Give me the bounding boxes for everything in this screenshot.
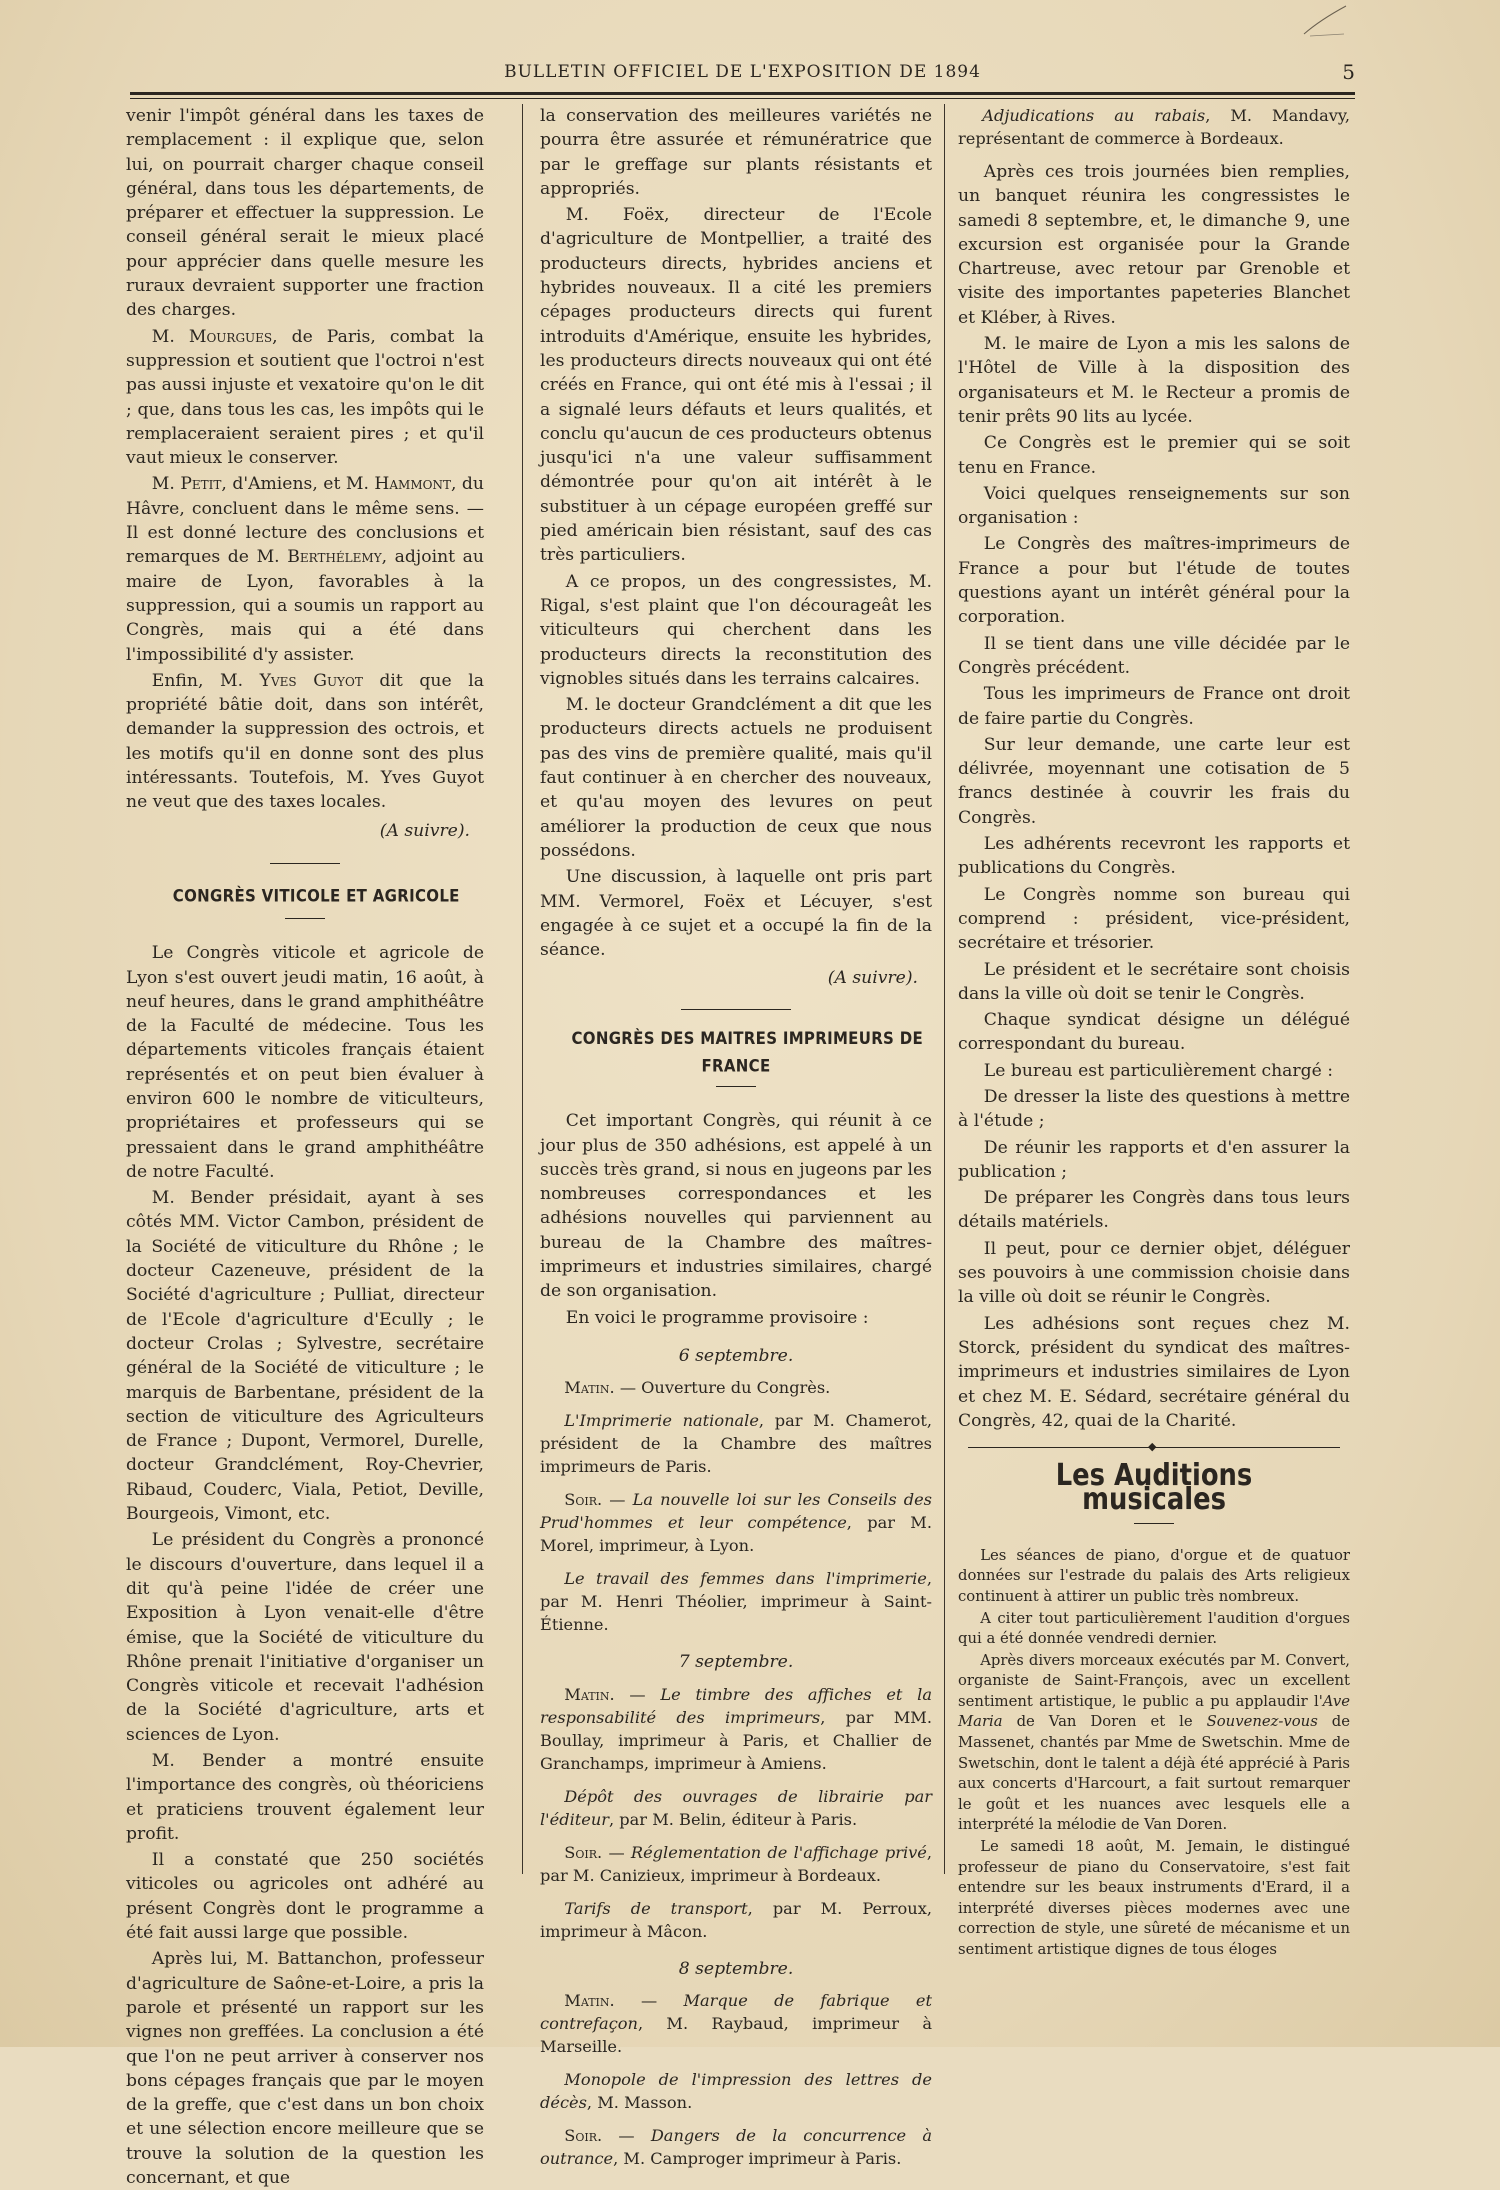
program-item (540, 2124, 932, 2170)
talk-title: Dépôt des ouvrages de librairie par l'éditeur (540, 1786, 932, 1829)
section-title: CONGRÈS VITICOLE ET AGRICOLE (172, 885, 460, 907)
item-text: — (602, 2125, 651, 2145)
paragraph-text: , de Paris, combat la suppression et soutient que l'octroi n'est pas aussi injuste et vexatoire qu'on le dit ; que, dans tous les cas, les impôts qui le remplaceraient seraient pires ; et qu'il vaut mieux le conserver. (126, 326, 485, 469)
session-label: Matin. (564, 1990, 615, 2010)
paragraph-text: , du Hâvre, concluent dans le même sens. — Il est donné lecture des conclusions et remarques de M. (126, 474, 484, 568)
paragraph: Voici quelques renseignements sur son organisation : (958, 483, 1350, 529)
paragraph: De dresser la liste des questions à mettre à l'étude ; (958, 1086, 1350, 1132)
paragraph: M. le docteur Grandclément a dit que les producteurs directs actuels ne produisent pas des vins de première qualité, mais qu'il faut continuer à en chercher des nouveaux, et qu'au moyen des levures on peut améliorer la production de ceux que nous possédons. (540, 695, 932, 861)
session-label: Soir. (564, 1490, 603, 1510)
speaker-name: Hammont (374, 474, 451, 495)
talk-title: Adjudications au rabais (982, 106, 1206, 125)
paragraph: Le président et le secrétaire sont choisis dans la ville où doit se tenir le Congrès. (958, 959, 1350, 1004)
paragraph: M. Bender a montré ensuite l'importance des congrès, où théoriciens et praticiens trouvent également leur profit. (126, 1751, 484, 1844)
program-item (958, 104, 1350, 150)
talk-title: Monopole de l'impression des lettres de décès (540, 2069, 932, 2112)
paragraph: Après ces trois journées bien remplies, un banquet réunira les congressistes le samedi 8 septembre, et, le dimanche 9, une excursion est organisée pour la Grande Chartreuse, avec retour par Grenoble et visite des importantes papeteries Blanchet et Kléber, à Rives. (958, 162, 1350, 328)
speaker-name: Yves Guyot (259, 670, 363, 691)
ornamental-rule (968, 1440, 1340, 1454)
separator-rule (681, 1009, 791, 1010)
item-text: , par M. Belin, éditeur à Paris. (609, 1809, 858, 1829)
separator-rule (285, 918, 325, 919)
paragraph: Ce Congrès est le premier qui se soit tenu en France. (958, 433, 1350, 478)
paragraph: Cet important Congrès, qui réunit à ce jour plus de 350 adhésions, est appelé à un succès très grand, si nous en jugeons par les nombreuses correspondances et les adhésions nouvelles qui parviennent au bureau de la Chambre des maîtres-imprimeurs et industries similaires, chargé de son organisation. (540, 1111, 932, 1302)
page-header (130, 56, 1355, 90)
item-text: , par MM. Boullay, imprimeur à Paris, et Challier de Granchamps, imprimeur à Amiens. (540, 1707, 933, 1773)
music-article (958, 1546, 1350, 1961)
bulletin-title: BULLETIN OFFICIEL DE L'EXPOSITION DE 1894 (504, 62, 981, 82)
paragraph: A ce propos, un des congressistes, M. Rigal, s'est plaint que l'on décourageât les viticulteurs qui cherchent dans les producteurs directs la reconstitution des vignobles situés dans les terrains calcaires. (540, 571, 932, 689)
paragraph-text: , adjoint au maire de Lyon, favorables à la suppression, qui a soumis un rapport au Congrès, mais qui a été dans l'impossibilité d'y assister. (126, 547, 484, 665)
paragraph: Les adhérents recevront les rapports et publications du Congrès. (958, 834, 1350, 879)
speaker-name: Berthélemy (287, 547, 382, 568)
paragraph: Chaque syndicat désigne un délégué correspondant du bureau. (958, 1010, 1350, 1055)
talk-title: Le timbre des affiches et la responsabilité des imprimeurs (540, 1684, 933, 1727)
paragraph: Tous les imprimeurs de France ont droit de faire partie du Congrès. (958, 684, 1350, 729)
program-item (540, 2068, 932, 2114)
session-label: Matin. (564, 1684, 615, 1704)
paragraph (126, 325, 484, 471)
to-be-continued: (A suivre). (379, 820, 470, 841)
paragraph: Sur leur demande, une carte leur est délivrée, moyennant une cotisation de 5 francs destinée à couvrir les frais du Congrès. (958, 734, 1350, 828)
paragraph: Le bureau est particulièrement chargé : (983, 1060, 1334, 1081)
paragraph-text: , d'Amiens, et M. (221, 474, 375, 495)
item-text: — (614, 1990, 684, 2010)
talk-title: L'Imprimerie nationale (564, 1411, 759, 1431)
program-item (540, 1897, 932, 1943)
program-date: 7 septembre. (678, 1652, 794, 1673)
paragraph-text: Enfin, M. (151, 670, 260, 691)
paragraph: Après lui, M. Battanchon, professeur d'agriculture de Saône-et-Loire, a pris la parole et présenté un rapport sur les vignes non greffées. La conclusion a été que l'on ne peut arriver à conserver nos bons cépages français que par le moyen de la greffe, que c'est dans un bon choix et une sélection encore meilleure que se trouve la solution de la question les concernant, et que (126, 1949, 484, 2189)
program-item (540, 1376, 932, 1399)
talk-title: Tarifs de transport (564, 1898, 748, 1918)
paragraph: Une discussion, à laquelle ont pris part MM. Vermorel, Foëx et Lécuyer, s'est engagée à ce sujet et a occupé la fin de la séance. (540, 867, 932, 961)
session-label: Soir. (564, 2125, 603, 2145)
item-text: , par M. Canizieux, imprimeur à Bordeaux. (540, 1842, 933, 1885)
paragraph: M. Bender présidait, ayant à ses côtés MM. Victor Cambon, président de la Société de viticulture du Rhône ; le docteur Cazeneuve, président de la Société d'agriculture ; Pulliat, directeur de l'Ecole d'agriculture d'Ecully ; le docteur Crolas ; Sylvestre, secrétaire général de la Société de viticulture ; le marquis de Barbentane, président de la section de viticulture des Agriculteurs de France ; Dupont, Vermorel, Durelle, docteur Grandclément, Roy-Chevrier, Ribaud, Couderc, Viala, Petiot, Deville, Bourgeois, Vimont, etc. (126, 1188, 484, 1525)
section-title: CONGRÈS DES MAITRES IMPRIMEURS DE FRANCE (571, 1027, 923, 1077)
column-1 (126, 104, 485, 2189)
program-date: 6 septembre. (678, 1345, 794, 1366)
paragraph: Il peut, pour ce dernier objet, déléguer ses pouvoirs à une commission choisie dans la ville où doit se réunir le Congrès. (958, 1238, 1350, 1308)
item-text: , par M. Perroux, imprimeur à Mâcon. (540, 1898, 932, 1941)
speaker-name: M. Mourgues (151, 326, 273, 347)
program-item (540, 1409, 932, 1478)
paragraph: M. le maire de Lyon a mis les salons de l'Hôtel de Ville à la disposition des organisateurs et M. le Recteur a promis de tenir prêts 90 lits au lycée. (958, 334, 1350, 427)
work-title: Ave Maria (958, 1692, 1350, 1731)
paragraph: Le Congrès des maîtres-imprimeurs de France a pour but l'étude de toutes questions ayant un intérêt général pour la corporation. (958, 534, 1350, 628)
program-item (540, 1989, 932, 2058)
item-text: — (614, 1684, 661, 1704)
program-item (540, 1683, 932, 1775)
diamond-ornament: ◆ (1148, 1440, 1157, 1454)
paragraph: A citer tout particulièrement l'audition d'orgues qui a été donnée vendredi dernier. (958, 1609, 1350, 1648)
paragraph: venir l'impôt général dans les taxes de remplacement : il explique que, selon lui, on pourrait charger chaque conseil général, dans tous les départements, de préparer et effectuer la suppression. Le conseil général serait le mieux placé pour apprécier dans quelle mesure les ruraux devraient supporter une fraction des charges. (126, 106, 484, 321)
paragraph: De réunir les rapports et d'en assurer la publication ; (958, 1137, 1350, 1182)
header-rule-thin (130, 98, 1355, 99)
paragraph (958, 1651, 1350, 1836)
item-text: — Ouverture du Congrès. (614, 1378, 831, 1398)
item-text: , M. Masson. (586, 2092, 693, 2112)
paragraph-text: Après divers morceaux exécutés par M. Convert, organiste de Saint-François, avec un excellent sentiment artistique, le public a pu applaudir l' (958, 1651, 1350, 1710)
paragraph: En voici le programme provisoire : (565, 1307, 869, 1328)
paragraph: De préparer les Congrès dans tous leurs détails matériels. (958, 1188, 1350, 1233)
item-text: — (602, 1842, 631, 1862)
to-be-continued: (A suivre). (827, 968, 918, 989)
item-text: , M. Raybaud, imprimeur à Marseille. (540, 2013, 932, 2056)
paragraph: Le samedi 18 août, M. Jemain, le distingué professeur de piano du Conservatoire, s'est fait entendre sur les beaux instruments d'Erard, il a interprété diverses pièces modernes avec une correction de style, une sûreté de mécanisme et un sentiment artistique dignes de tous éloges (958, 1838, 1350, 1959)
talk-title: Le travail des femmes dans l'imprimerie (564, 1569, 927, 1589)
work-title: Souvenez-vous (1206, 1713, 1318, 1731)
talk-title: La nouvelle loi sur les Conseils des Prud'hommes et leur compétence (540, 1490, 932, 1533)
paragraph: la conservation des meilleures variétés ne pourra être assurée et rémunératrice que par le greffage sur plants résistants et appropriés. (540, 106, 932, 199)
paragraph: Il se tient dans une ville décidée par le Congrès précédent. (958, 633, 1350, 678)
paragraph: M. Foëx, directeur de l'Ecole d'agriculture de Montpellier, a traité des producteurs directs, hybrides anciens et hybrides nouveaux. Il a cité les premiers cépages producteurs directs qui furent introduits d'Amérique, ensuite les hybrides, les producteurs directs nouveaux qui ont été créés en France, qui ont été mis à l'essai ; il a signalé leurs défauts et leurs qualités, et conclu qu'aucun de ces producteurs obtenus jusqu'ici n'a une valeur suffisamment démontrée pour qu'on ait intérêt à le substituer à un cépage européen greffé sur pied américain bien résistant, sauf des cas très particuliers. (540, 205, 932, 566)
item-text: , par M. Chamerot, président de la Chambre des maîtres imprimeurs de Paris. (540, 1411, 932, 1477)
separator-rule (270, 863, 340, 864)
paragraph-text: de Van Doren et le (1002, 1713, 1207, 1731)
program-item (540, 1785, 932, 1831)
item-text: , par M. Henri Théolier, imprimeur à Saint-Étienne. (540, 1569, 932, 1635)
pencil-mark (1300, 0, 1350, 40)
program-item (540, 1841, 932, 1887)
separator-rule (716, 1086, 756, 1087)
paragraph: Le Congrès nomme son bureau qui comprend : président, vice-président, secrétaire et trésorier. (958, 884, 1350, 954)
session-label: Matin. (564, 1378, 615, 1398)
paragraph (126, 472, 484, 666)
program-item (540, 1567, 932, 1636)
paragraph (126, 669, 484, 815)
paragraph-text: de Massenet, chantés par Mme de Swetschin. Mme de Swetschin, dont le talent a déjà été apprécié à Paris aux concerts d'Harcourt, a fait surtout remarquer le goût et les nuances avec lesquels elle a interprété la mélodie de Van Doren. (958, 1713, 1351, 1834)
item-text: , par M. Morel, imprimeur, à Lyon. (540, 1513, 932, 1556)
column-2 (540, 104, 933, 2168)
column-3 (958, 104, 1351, 1959)
page-number: 5 (1342, 60, 1355, 84)
section-title-large: Les Auditions musicales (1055, 1458, 1253, 1518)
header-rule-thick (130, 92, 1355, 95)
paragraph: Le président du Congrès a prononcé le discours d'ouverture, dans lequel il a dit qu'à peine l'idée de créer une Exposition à Lyon venait-elle d'être émise, que la Société de viticulture du Rhône prenait l'initiative d'organiser un Congrès viticole et recevait l'adhésion de la Société d'agriculture, arts et sciences de Lyon. (126, 1530, 484, 1745)
column-divider (522, 104, 523, 1874)
paragraph-text: dit que la propriété bâtie doit, dans son intérêt, demander la suppression des octrois, et les motifs qu'il en donne sont des plus intéressants. Toutefois, M. Yves Guyot ne veut que des taxes locales. (126, 670, 484, 813)
talk-title: Marque de fabrique et contrefaçon (540, 1990, 932, 2033)
talk-title: Réglementation de l'affichage privé (630, 1842, 927, 1862)
separator-rule (1134, 1523, 1174, 1524)
speaker-name: M. Petit (151, 474, 222, 495)
program-date: 8 septembre. (678, 1958, 794, 1979)
paragraph: Les adhésions sont reçues chez M. Storck, président du syndicat des maîtres-imprimeurs et industries similaires de Lyon et chez M. E. Sédard, secrétaire général du Congrès, 42, quai de la Charité. (958, 1313, 1350, 1431)
item-text: , M. Camproger imprimeur à Paris. (613, 2148, 902, 2168)
paragraph: Le Congrès viticole et agricole de Lyon s'est ouvert jeudi matin, 16 août, à neuf heures, dans le grand amphithéâtre de la Faculté de médecine. Tous les départements viticoles français étaient représentés et on peut bien évaluer à environ 600 le nombre de viticulteurs, propriétaires et professeurs qui se pressaient dans le grand amphithéâtre de notre Faculté. (126, 943, 484, 1182)
session-label: Soir. (564, 1842, 603, 1862)
talk-title: Dangers de la concurrence à outrance (540, 2125, 932, 2168)
paragraph: Il a constaté que 250 sociétés viticoles ou agricoles ont adhéré au présent Congrès dont le programme a été fait aussi large que possible. (126, 1850, 484, 1944)
item-text: — (602, 1490, 633, 1510)
item-text: , M. Mandavy, représentant de commerce à Bordeaux. (958, 106, 1351, 148)
paragraph: Les séances de piano, d'orgue et de quatuor données sur l'estrade du palais des Arts religieux continuent à attirer un public très nombreux. (958, 1546, 1350, 1605)
program-item (540, 1488, 932, 1557)
column-divider (944, 104, 945, 1874)
